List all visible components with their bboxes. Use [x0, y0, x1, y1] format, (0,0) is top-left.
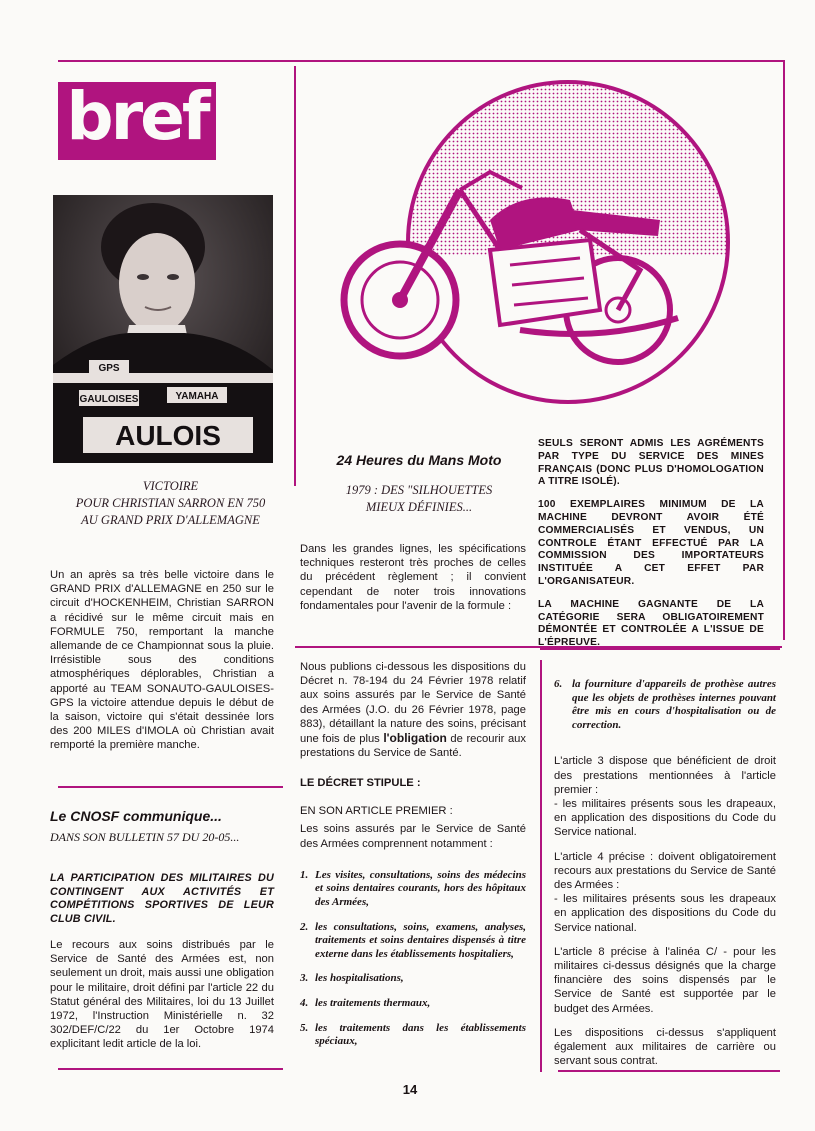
column-divider: [294, 66, 296, 486]
article-4-detail: - les militaires présents sous les drapeaux en application des dispositions du Code du Service national.: [554, 893, 776, 934]
moto-rules: [538, 438, 764, 660]
moto-rule-3: LA MACHINE GAGNANTE DE LA CATÉGORIE SERA OBLIGATOIREMENT DÉMONTÉE ET CONTROLÉE A L'ISSUE DE L'ÉPREUVE.: [538, 598, 764, 649]
sarron-article: Un an après sa très belle victoire dans le GRAND PRIX d'ALLEMAGNE en 250 sur le circuit d'HOCKENHEIM, Christian SARRON a récidivé sur le même circuit mais en FORMULE 750, remportant la manche allemande de ce Championnat sous la pluie. Irrésistible sous des conditions atmosphériques déplorables, Christian a apporté au TEAM SONAUTO-GAULOISES-GPS la victoire attendue depuis le début de la saison, victoire qui s'était dessinée lors des 200 MILES d'IMOLA où Christian avait remporté la première manche.: [50, 569, 274, 752]
caption-line-2: POUR CHRISTIAN SARRON EN 750: [75, 496, 266, 510]
decret-center: [300, 660, 526, 1060]
moto-subtitle-line-2: MIEUX DÉFINIES...: [365, 500, 473, 514]
logo-text: bref: [66, 78, 208, 155]
decret-intro-bold: l'obligation: [383, 731, 447, 746]
motorcycle-illustration: [340, 80, 735, 410]
list-item: 6. la fourniture d'appareils de prothèse autres que les objets de prothèses internes pouvant être mis en cours d'hospitalisation ou de correction.: [554, 678, 776, 731]
moto-title: 24 Heures du Mans Moto: [336, 452, 502, 468]
decret-intro-end: de recourir aux prestations du Service de Santé.: [300, 733, 526, 760]
moto-subtitle-line-1: 1979 : DES "SILHOUETTES: [345, 483, 493, 497]
caption-line-3: AU GRAND PRIX D'ALLEMAGNE: [81, 513, 260, 527]
top-rule: [58, 60, 783, 62]
rule-right-bottom: [558, 1070, 780, 1072]
moto-rule-2: 100 EXEMPLAIRES MINIMUM DE LA MACHINE DEVRONT AVOIR ÉTÉ COMMERCIALISÉS ET VENDUS, UN CONTROLE ÉTANT EFFECTUÉ PAR LA COMMISSION DES IMPORTATEURS INSTITUÉE A CET EFFET PAR L'ORGANISATEUR.: [538, 499, 764, 587]
rule-left-bottom: [58, 1068, 283, 1070]
column-divider-lower: [540, 660, 542, 1072]
bref-logo: [58, 78, 216, 160]
caption-line-1: VICTOIRE: [142, 479, 199, 493]
list-item: 3. les hospitalisations,: [300, 972, 404, 985]
column-divider-right: [783, 60, 785, 640]
list-item: 2. les consultations, soins, examens, analyses, traitements et soins dentaires dispensés à titre externe dans les établissements hospitaliers,: [300, 920, 526, 960]
svg-text:GAULOISES: GAULOISES: [79, 394, 139, 405]
article-3: L'article 3 dispose que bénéficient de droit des prestations mentionnées à l'article premier :: [554, 755, 776, 796]
moto-body: Dans les grandes lignes, les spécifications techniques resteront très proches de celles du précédent règlement ; il convient cependant de noter trois innovations fondamentales pour l'avenir de la formule :: [300, 543, 526, 612]
list-item: 4. les traitements thermaux,: [300, 996, 431, 1009]
rider-illustration: [53, 195, 273, 463]
rider-photo: [53, 195, 273, 463]
cnosf-body: Le recours aux soins distribués par le Service de Santé des Armées est, non seulement un droit, mais aussi une obligation pour le militaire, droit défini par l'article 22 du Statut général des Militaires, loi du 13 Juillet 1972, l'Instruction Ministérielle n. 32 302/DEF/C/22 du 1er Octobre 1974 explicitant ledit article de la loi.: [50, 939, 274, 1051]
article-8: L'article 8 précise à l'alinéa C/ - pour les militaires ci-dessus désignés que la charge financière des soins dispensés par le Service de Santé est supportée par le budget des Armées.: [554, 945, 776, 1015]
page-number: 14: [402, 1082, 418, 1097]
decret-label: LE DÉCRET STIPULE :: [300, 777, 421, 790]
svg-text:GPS: GPS: [98, 363, 120, 374]
closing-paragraph: Les dispositions ci-dessus s'appliquent également aux militaires de carrière ou servant sous contrat.: [554, 1026, 776, 1068]
rule-left-mid: [58, 786, 283, 788]
list-item: 5. les traitements dans les établissements spéciaux,: [300, 1021, 526, 1048]
moto-rule-1: SEULS SERONT ADMIS LES AGRÉMENTS PAR TYPE DU SERVICE DES MINES FRANÇAIS (DONC PLUS D'HOMOLOGATION A TITRE ISOLÉ).: [538, 438, 764, 488]
decret-intro: [300, 660, 526, 760]
article-label: EN SON ARTICLE PREMIER :: [300, 805, 453, 818]
article-3-detail: - les militaires présents sous les drapeaux, en application des dispositions du Code du Service national.: [554, 797, 776, 839]
photo-caption: [58, 478, 283, 529]
article-text: Les soins assurés par le Service de Santé des Armées comprennent notamment :: [300, 823, 526, 850]
decret-right: [554, 678, 776, 1068]
moto-subtitle: [300, 482, 538, 516]
svg-text:AULOIS: AULOIS: [115, 420, 221, 451]
article-4: L'article 4 précise : doivent obligatoirement recours aux prestations du Service de Santé des Armées :: [554, 850, 776, 891]
cnosf-heading: LA PARTICIPATION DES MILITAIRES DU CONTINGENT AUX ACTIVITÉS ET COMPÉTITIONS SPORTIVES DE LEUR CLUB CIVIL.: [50, 872, 274, 925]
decret-intro-text: Nous publions ci-dessous les dispositions du Décret n. 78-194 du 24 Février 1978 relatif aux soins assurés par le Service de Santé des Armées (J.O. du 26 Février 1978, page 883), détaillant la nature des soins, précisant une fois de plus: [300, 661, 526, 746]
list-item: 1. Les visites, consultations, soins des médecins et soins dentaires courants, hors des hôpitaux des Armées,: [300, 868, 526, 909]
cnosf-subtitle: DANS SON BULLETIN 57 DU 20-05...: [50, 830, 240, 844]
svg-text:YAMAHA: YAMAHA: [175, 391, 219, 402]
cnosf-title: Le CNOSF communique...: [50, 808, 222, 824]
